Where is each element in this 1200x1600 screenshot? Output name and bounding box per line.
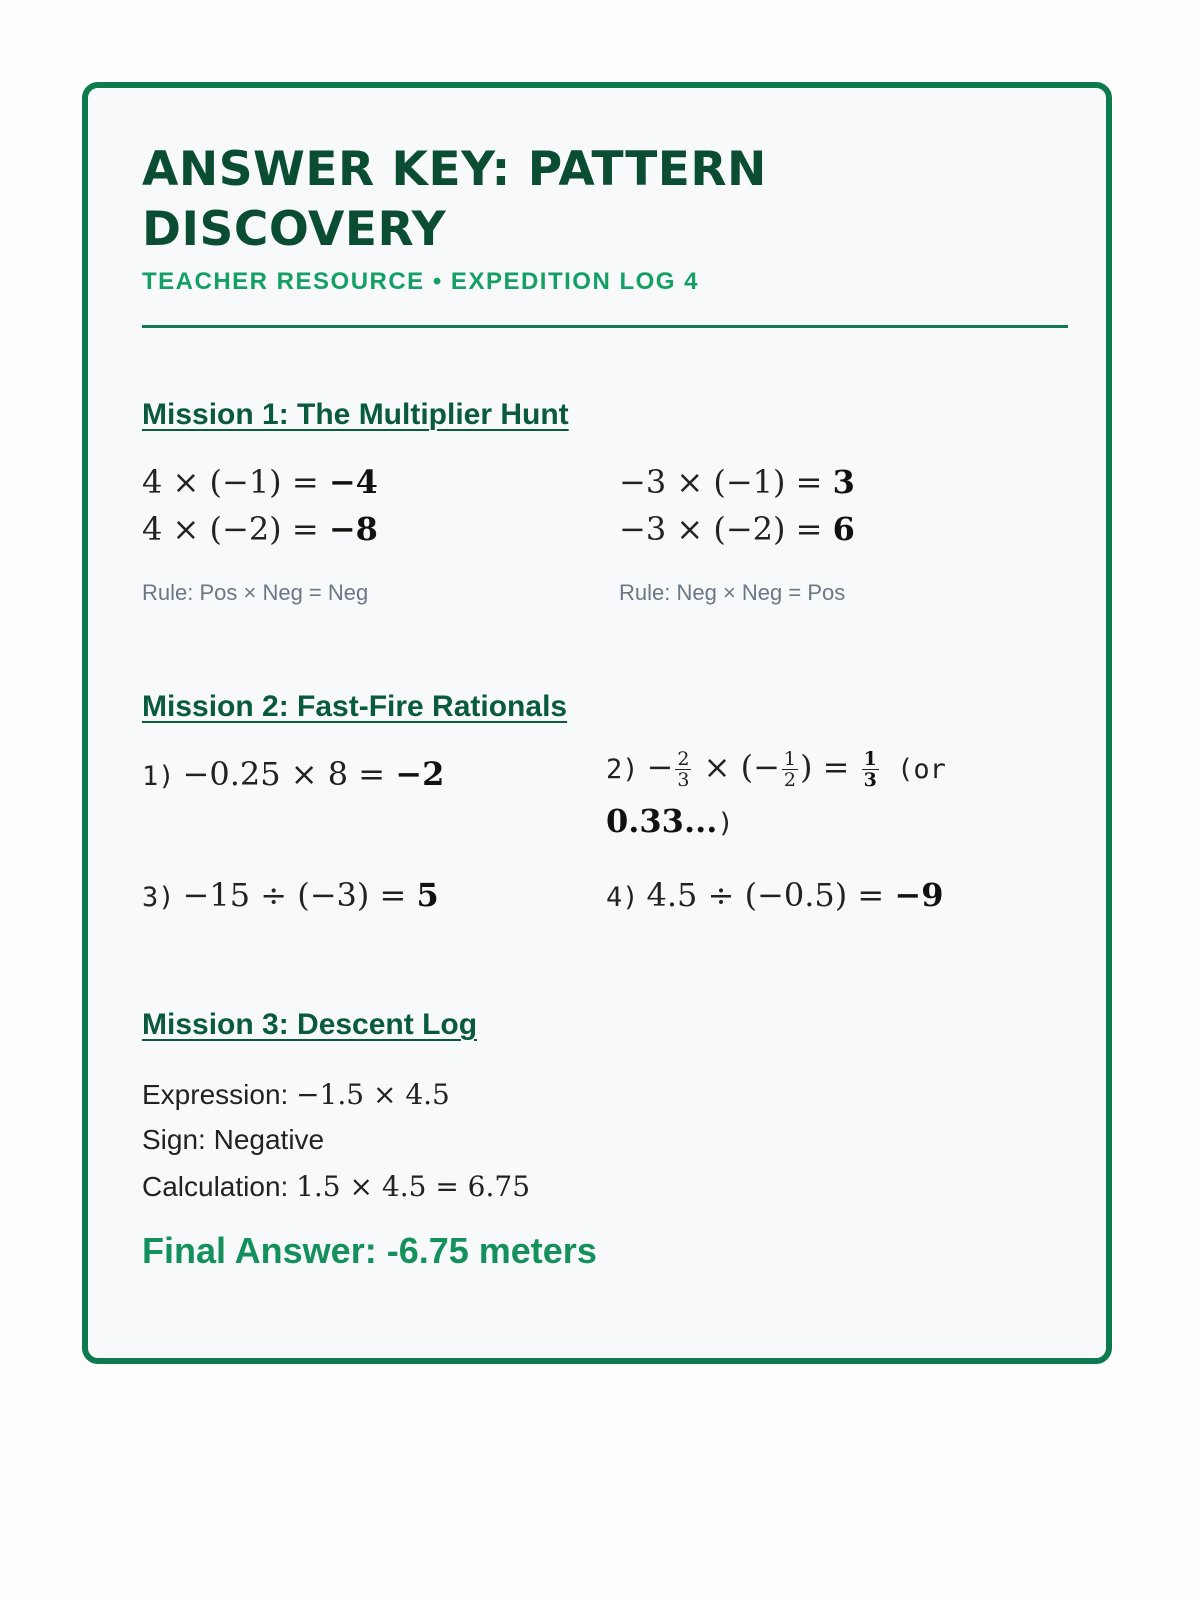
problem-2-continued: 0.33...) [606, 802, 734, 840]
mission-1-heading: Mission 1: The Multiplier Hunt [142, 398, 569, 431]
problem-2: 2) − $\frac{2}{3}$ × (− $\frac{1}{2}$ ) = $\frac{1}{3}$ (or [606, 748, 946, 791]
problem-3: 3) −15 ÷ (−3) = 5 [142, 876, 439, 914]
answer-fraction: $\frac{1}{3}$ [863, 748, 877, 791]
final-answer: Final Answer: -6.75 meters [142, 1230, 597, 1271]
page-subtitle: TEACHER RESOURCE • EXPEDITION LOG 4 [142, 268, 699, 295]
page-title: ANSWER KEY: PATTERN DISCOVERY [142, 142, 767, 257]
fraction: $\frac{2}{3}$ [677, 748, 690, 791]
fraction: $\frac{1}{2}$ [783, 748, 796, 791]
mission-2-heading: Mission 2: Fast-Fire Rationals [142, 690, 568, 723]
expression-line: Expression: −1.5 × 4.5 [142, 1078, 450, 1111]
problem-4: 4) 4.5 ÷ (−0.5) = −9 [606, 876, 944, 914]
problem-1: 1) −0.25 × 8 = −2 [142, 755, 445, 793]
mission-1-right-line-2: −3 × (−2) = 6 [619, 510, 855, 548]
mission-1-left-line-2: 4 × (−2) = −8 [142, 510, 378, 548]
header-divider [142, 325, 1068, 328]
card-content [142, 88, 1052, 1358]
answer: 3 [832, 463, 855, 501]
answer: 6 [832, 510, 855, 548]
mission-1-right-rule: Rule: Neg × Neg = Pos [619, 580, 846, 605]
mission-3-heading: Mission 3: Descent Log [142, 1008, 478, 1041]
answer: −2 [395, 755, 445, 793]
answer-key-card [82, 82, 1112, 1364]
answer: −8 [328, 510, 378, 548]
calculation-line: Calculation: 1.5 × 4.5 = 6.75 [142, 1170, 531, 1203]
mission-1-left-line-1: 4 × (−1) = −4 [142, 463, 378, 501]
mission-1-right-line-1: −3 × (−1) = 3 [619, 463, 855, 501]
sign-line: Sign: Negative [142, 1124, 325, 1155]
answer: −4 [328, 463, 378, 501]
answer: 5 [416, 876, 439, 914]
mission-1-left-rule: Rule: Pos × Neg = Neg [142, 580, 369, 605]
answer: −9 [894, 876, 944, 914]
answer: 0.33... [606, 802, 718, 840]
